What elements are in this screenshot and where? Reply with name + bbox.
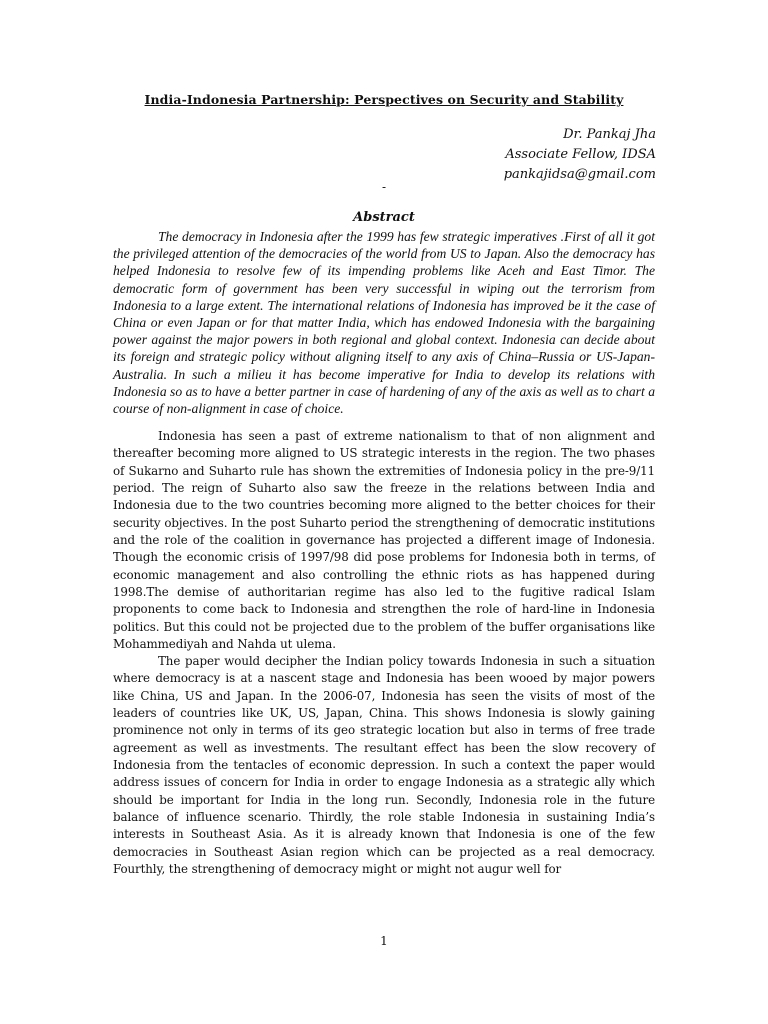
- document-title: India-Indonesia Partnership: Perspectives on Security and Stability: [144, 92, 624, 107]
- abstract-text: The democracy in Indonesia after the 1999 has few strategic imperatives .First of all it got the privileged attention of the democracies of the world from US to Japan. Also the democracy has helped Indonesia to resolve few of its impending problems like Aceh and East Timor. The democratic form of government has been very successful in wiping out the terrorism from Indonesia to a large extent. The international relations of Indonesia has improved be it the case of China or even Japan or for that matter India, which has endowed Indonesia with the bargaining power against the major powers in both regional and global context. Indonesia can decide about its foreign and strategic policy without aligning itself to any axis of China–Russia or US-Japan-Australia. In such a milieu it has become imperative for India to develop its relations with Indonesia so as to have a better partner in case of hardening of any of the axis as well as to chart a course of non-alignment in case of choice.: [113, 229, 655, 417]
- author-block: [504, 125, 656, 185]
- body-paragraph-1: Indonesia has seen a past of extreme nationalism to that of non alignment and thereafter becoming more aligned to US strategic interests in the region. The two phases of Sukarno and Suharto rule has shown the extremities of Indonesia policy in the pre-9/11 period. The reign of Suharto also saw the freeze in the relations between India and Indonesia due to the two countries becoming more aligned to the better choices for their security objectives. In the post Suharto period the strengthening of democratic institutions and the role of the coalition in governance has projected a different image of Indonesia. Though the economic crisis of 1997/98 did pose problems for Indonesia both in terms, of economic management and also controlling the ethnic riots as has happened during 1998.The demise of authoritarian regime has also led to the fugitive radical Islam proponents to come back to Indonesia and strengthen the role of hard-line in Indonesia politics. But this could not be projected due to the problem of the buffer organisations like Mohammediyah and Nahda ut ulema.: [113, 429, 655, 652]
- author-name: Dr. Pankaj Jha: [563, 127, 656, 142]
- separator-mark: -: [382, 180, 387, 194]
- author-email: pankajidsa@gmail.com: [503, 167, 656, 182]
- page-number: 1: [380, 934, 388, 948]
- author-position: Associate Fellow, IDSA: [505, 147, 656, 162]
- body-paragraph-2: The paper would decipher the Indian policy towards Indonesia in such a situation where democracy is at a nascent stage and Indonesia has been wooed by major powers like China, US and Japan. In the 2006-07, Indonesia has seen the visits of most of the leaders of countries like UK, US, Japan, China. This shows Indonesia is slowly gaining prominence not only in terms of its geo strategic location but also in terms of free trade agreement as well as investments. The resultant effect has been the slow recovery of Indonesia from the tentacles of economic depression. In such a context the paper would address issues of concern for India in order to engage Indonesia as a strategic ally which should be important for India in the long run. Secondly, Indonesia role in the future balance of influence scenario. Thirdly, the role stable Indonesia in sustaining India’s interests in Southeast Asia. As it is already known that Indonesia is one of the few democracies in Southeast Asian region which can be projected as a real democracy. Fourthly, the strengthening of democracy might or might not augur well for: [113, 654, 655, 877]
- abstract-heading: Abstract: [353, 210, 415, 225]
